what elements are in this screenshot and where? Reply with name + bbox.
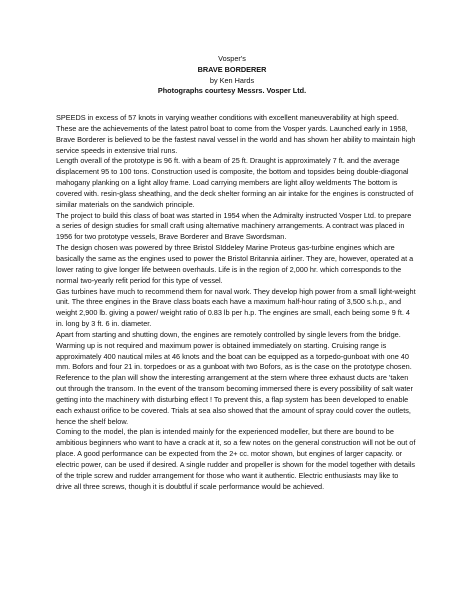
article-header bbox=[0, 54, 464, 97]
article-body bbox=[56, 113, 416, 493]
paragraph: Apart from starting and shutting down, the engines are remotely controlled by single levers from the bridge. Warming up is not required and maximum power is obtained immediately on starting. Cruising range is approximately 400 nautical miles at 46 knots and the boat can be equipped as a torpedo-gunboat with one 40 mm. Bofors and four 21 in. torpedoes or as a gunboat with two Bofors, as is the case on the prototype chosen. bbox=[56, 329, 412, 372]
article-byline: by Ken Hards bbox=[209, 75, 255, 85]
photo-credit: Photographs courtesy Messrs. Vosper Ltd. bbox=[157, 86, 307, 96]
paragraph: Coming to the model, the plan is intended mainly for the experienced modeller, but there are bound to be ambitious beginners who want to have a crack at it, so a few notes on the general construction will not be out of place. A good performance can be expected from the 2+ cc. motor shown, but engines of larger capacity. or electric power, can be used if desired. A single rudder and propeller is shown for the model together with details of the triple screw and rudder arrangement for those who want it authentic. Electric enthusiasts may like to drive all three screws, though it is doubtful if scale performance would be achieved. bbox=[56, 427, 416, 491]
paragraph: SPEEDS in excess of 57 knots in varying weather conditions with excellent maneuverability at high speed. These are the achievements of the latest patrol boat to come from the Vosper yards. Launched early in 1958, Brave Borderer is believed to be the fastest naval vessel in the world and has shown her ability to maintain high service speeds in extensive trial runs. bbox=[56, 113, 416, 155]
paragraph: Reference to the plan will show the interesting arrangement at the stern where three exhaust ducts are 'taken out through the transom. In the event of the transom becoming immersed there is every possibility of salt water getting into the machinery with disturbing effect ! To prevent this, a flap system has been developed to enable each exhaust orifice to be covered. Trials at sea also showed that the amount of spray could cover the outlets, hence the shelf below. bbox=[56, 373, 413, 426]
paragraph: The project to build this class of boat was started in 1954 when the Admiralty instructed Vosper Ltd. to prepare a series of design studies for small craft using alternative machinery arrangements. A contract was placed in 1956 for two prototype vessels, Brave Borderer and Brave Swordsman. bbox=[56, 210, 412, 242]
paragraph: Length overall of the prototype is 96 ft. with a beam of 25 ft. Draught is approximately 7 ft. and the average displacement 95 to 100 tons. Construction used is composite, the bottom and topsides being double-diagonal mahogany planking on a light alloy frame. Load carrying members are light alloy weldments The bottom is covered with. resin-glass sheathing, and the deck shelter forming an air intake for the engines is constructed of similar materials on the sandwich principle. bbox=[56, 156, 414, 209]
magazine-name: Vosper's bbox=[218, 54, 246, 63]
paragraph: Gas turbines have much to recommend them for naval work. They develop high power from a small light-weight unit. The three engines in the Brave class boats each have a maximum half-hour rating of 3,500 s.h.p., and weight 2,900 lb. giving a power/ weight ratio of 0.83 lb per h.p. The engines are small, each being some 9 ft. 4 in. long by 3 ft. 6 in. diameter. bbox=[56, 286, 416, 329]
paragraph: The design chosen was powered by three Bristol SIddeley Marine Proteus gas-turbine engines which are basically the same as the engines used to power the Bristol Britannia airliner. They are, however, operated at a lower rating to give longer life between overhauls. Life is in the region of 2,000 hr. which corresponds to the normal two-yearly refit period for this type of vessel. bbox=[56, 243, 414, 285]
article-title: BRAVE BORDERER bbox=[197, 64, 267, 74]
